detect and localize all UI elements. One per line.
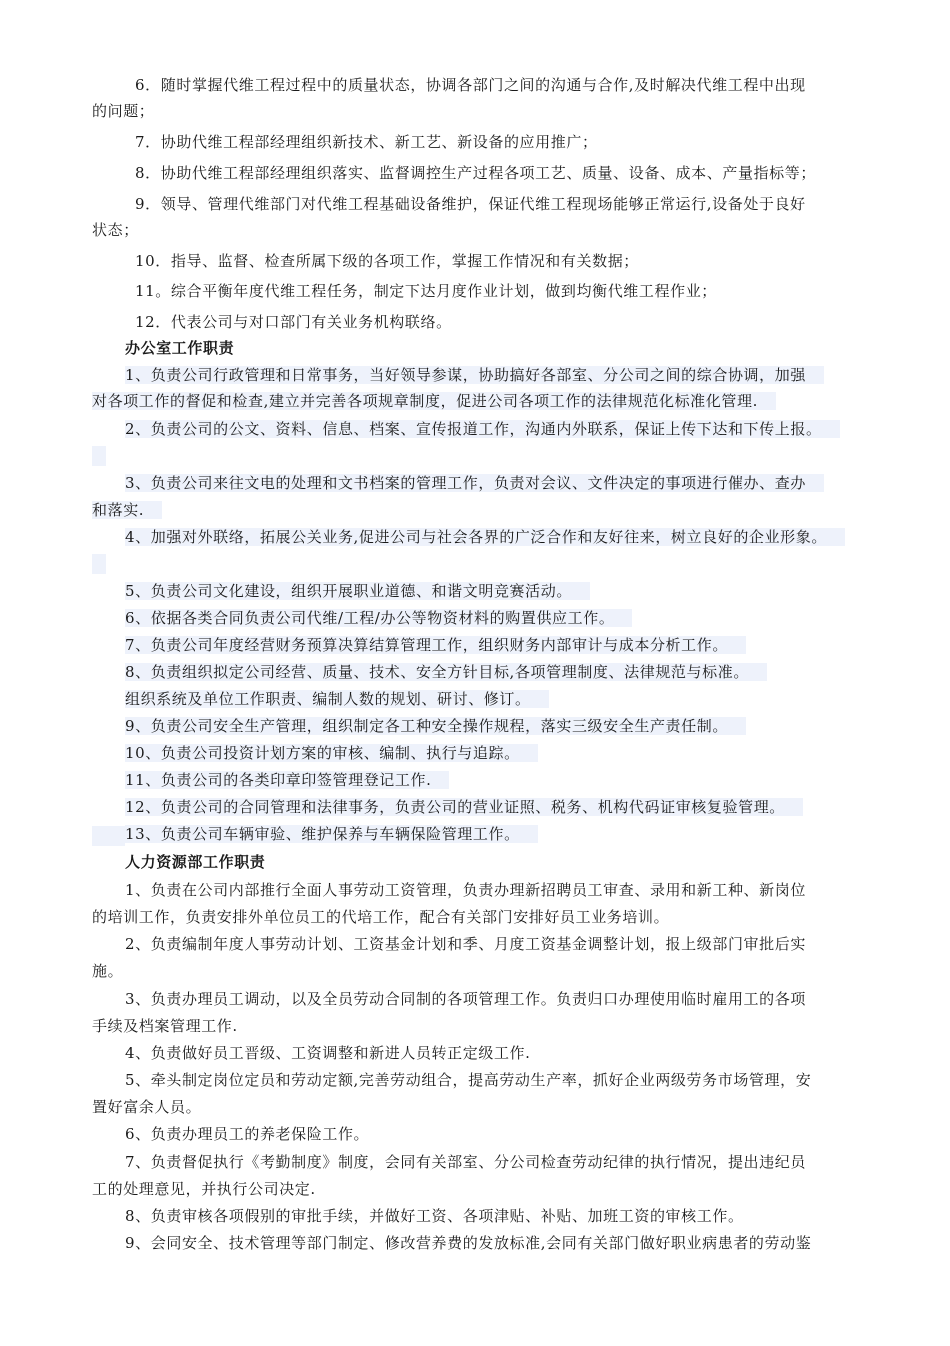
list-item: 3、负责公司来往文电的处理和文书档案的管理工作，负责对会议、文件决定的事项进行催办、查办 — [0, 470, 950, 496]
list-item: 7．协助代维工程部经理组织新技术、新工艺、新设备的应用推广； — [135, 133, 598, 151]
list-item: 置好富余人员。 — [92, 1098, 202, 1116]
list-item: 手续及档案管理工作. — [92, 1017, 238, 1035]
list-item: 工的处理意见，并执行公司决定. — [92, 1180, 316, 1198]
highlight-mark — [92, 554, 106, 574]
list-item: 9．领导、管理代维部门对代维工程基础设备维护，保证代维工程现场能够正常运行,设备处于良好 — [135, 195, 806, 213]
list-item: 6、负责办理员工的养老保险工作。 — [125, 1125, 370, 1143]
list-item: 4、负责做好员工晋级、工资调整和新进人员转正定级工作. — [125, 1044, 531, 1062]
list-item: 10、负责公司投资计划方案的审核、编制、执行与追踪。 — [0, 740, 950, 766]
list-item: 8、负责组织拟定公司经营、质量、技术、安全方针目标,各项管理制度、法律规范与标准。 — [0, 659, 950, 685]
list-item: 9、会同安全、技术管理等部门制定、修改营养费的发放标准,会同有关部门做好职业病患者的劳动鉴 — [125, 1234, 812, 1252]
list-item: 10．指导、监督、检查所属下级的各项工作，掌握工作情况和有关数据； — [135, 252, 639, 270]
section-title-office: 办公室工作职责 — [125, 339, 235, 357]
list-item: 3、负责办理员工调动，以及全员劳动合同制的各项管理工作。负责归口办理使用临时雇用工的各项 — [125, 990, 806, 1008]
list-item: 2、负责编制年度人事劳动计划、工资基金计划和季、月度工资基金调整计划，报上级部门审批后实 — [125, 935, 806, 953]
list-item: 9、负责公司安全生产管理，组织制定各工种安全操作规程，落实三级安全生产责任制。 — [0, 713, 950, 739]
list-item: 13、负责公司车辆审验、维护保养与车辆保险管理工作。 — [0, 821, 950, 847]
list-item: 和落实. — [0, 497, 950, 523]
list-item: 5、负责公司文化建设，组织开展职业道德、和谐文明竞赛活动。 — [0, 578, 950, 604]
list-item: 12．代表公司与对口部门有关业务机构联络。 — [135, 313, 452, 331]
list-item: 2、负责公司的公文、资料、信息、档案、宣传报道工作，沟通内外联系，保证上传下达和下传上报。 — [0, 416, 950, 442]
list-item: 1、负责在公司内部推行全面人事劳动工资管理，负责办理新招聘员工审查、录用和新工种、新岗位 — [125, 881, 806, 899]
list-item: 7、负责公司年度经营财务预算决算结算管理工作，组织财务内部审计与成本分析工作。 — [0, 632, 950, 658]
list-item: 11。综合平衡年度代维工程任务，制定下达月度作业计划，做到均衡代维工程作业； — [135, 282, 717, 300]
list-item: 对各项工作的督促和检查,建立并完善各项规章制度，促进公司各项工作的法律规范化标准化管理. — [0, 388, 950, 414]
list-item: 8．协助代维工程部经理组织落实、监督调控生产过程各项工艺、质量、设备、成本、产量指标等； — [135, 164, 816, 182]
list-item: 的培训工作，负责安排外单位员工的代培工作，配合有关部门安排好员工业务培训。 — [92, 908, 670, 926]
list-item: 6．随时掌握代维工程过程中的质量状态，协调各部门之间的沟通与合作,及时解决代维工程中出现 — [135, 76, 806, 94]
list-item: 6、依据各类合同负责公司代维/工程/办公等物资材料的购置供应工作。 — [0, 605, 950, 631]
list-item: 施。 — [92, 962, 124, 980]
list-item: 状态； — [92, 221, 139, 239]
list-item: 8、负责审核各项假别的审批手续，并做好工资、各项津贴、补贴、加班工资的审核工作。 — [125, 1207, 744, 1225]
list-item: 12、负责公司的合同管理和法律事务，负责公司的营业证照、税务、机构代码证审核复验管理。 — [0, 794, 950, 820]
list-item: 1、负责公司行政管理和日常事务，当好领导参谋，协助搞好各部室、分公司之间的综合协调，加强 — [0, 362, 950, 388]
list-item: 11、负责公司的各类印章印签管理登记工作. — [0, 767, 950, 793]
list-item: 4、加强对外联络，拓展公关业务,促进公司与社会各界的广泛合作和友好往来，树立良好的企业形象。 — [0, 524, 950, 550]
list-item: 组织系统及单位工作职责、编制人数的规划、研讨、修订。 — [0, 686, 950, 712]
list-item: 7、负责督促执行《考勤制度》制度，会同有关部室、分公司检查劳动纪律的执行情况，提出违纪员 — [125, 1153, 806, 1171]
highlight-mark — [92, 446, 106, 466]
section-title-hr: 人力资源部工作职责 — [125, 853, 266, 871]
list-item: 5、牵头制定岗位定员和劳动定额,完善劳动组合，提高劳动生产率，抓好企业两级劳务市场管理，安 — [125, 1071, 812, 1089]
list-item: 的问题； — [92, 102, 155, 120]
